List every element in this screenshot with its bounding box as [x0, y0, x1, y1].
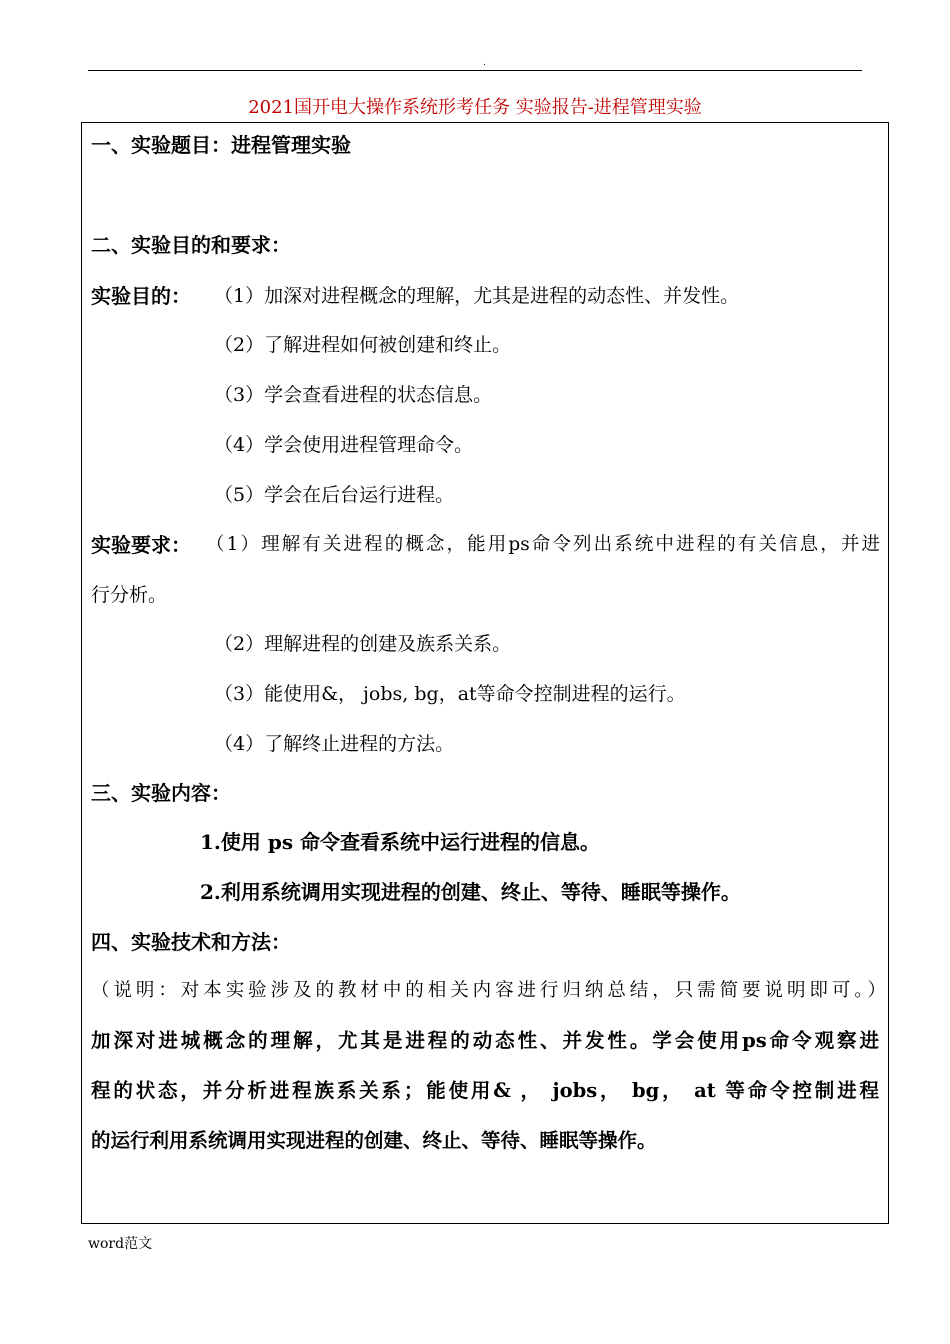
- requirement-item: （4）了解终止进程的方法。: [214, 733, 455, 755]
- requirement-item: （1）理解有关进程的概念，能用ps命令列出系统中进程的有关信息，并进: [206, 534, 880, 555]
- method-paragraph-line: 加深对进城概念的理解，尤其是进程的动态性、并发性。学会使用ps命令观察进: [91, 1029, 879, 1052]
- document-title: 2021国开电大操作系统形考任务 实验报告-进程管理实验: [248, 97, 702, 118]
- method-paragraph-line: 程的状态，并分析进程族系关系；能使用& ， jobs， bg， at 等命令控制进程: [91, 1079, 879, 1102]
- section-4-note: （说明：对本实验涉及的教材中的相关内容进行归纳总结，只需简要说明即可。）: [91, 980, 886, 1001]
- content-item: 1.使用 ps 命令查看系统中运行进程的信息。: [200, 830, 601, 854]
- page-footer: word范文: [88, 1236, 153, 1252]
- requirement-item: （3）能使用&， jobs, bg，at等命令控制进程的运行。: [214, 683, 686, 705]
- requirement-item-continued: 行分析。: [91, 584, 168, 606]
- requirement-item: （2）理解进程的创建及族系关系。: [214, 633, 512, 655]
- purpose-label: 实验目的：: [91, 284, 191, 308]
- header-mark: .: [483, 58, 486, 68]
- section-1-heading: 一、实验题目：进程管理实验: [91, 133, 351, 157]
- section-2-heading: 二、实验目的和要求：: [91, 233, 291, 257]
- section-4-heading: 四、实验技术和方法：: [91, 930, 291, 954]
- purpose-item: （5）学会在后台运行进程。: [214, 484, 455, 506]
- content-item: 2.利用系统调用实现进程的创建、终止、等待、睡眠等操作。: [200, 880, 741, 904]
- header-rule: [88, 70, 862, 71]
- purpose-item: （2）了解进程如何被创建和终止。: [214, 334, 512, 356]
- purpose-item: （4）学会使用进程管理命令。: [214, 434, 474, 456]
- purpose-item: （1）加深对进程概念的理解，尤其是进程的动态性、并发性。: [214, 285, 740, 307]
- requirement-label: 实验要求：: [91, 533, 191, 557]
- section-3-heading: 三、实验内容：: [91, 781, 231, 805]
- method-paragraph-line: 的运行利用系统调用实现进程的创建、终止、等待、睡眠等操作。: [91, 1129, 657, 1152]
- purpose-item: （3）学会查看进程的状态信息。: [214, 384, 493, 406]
